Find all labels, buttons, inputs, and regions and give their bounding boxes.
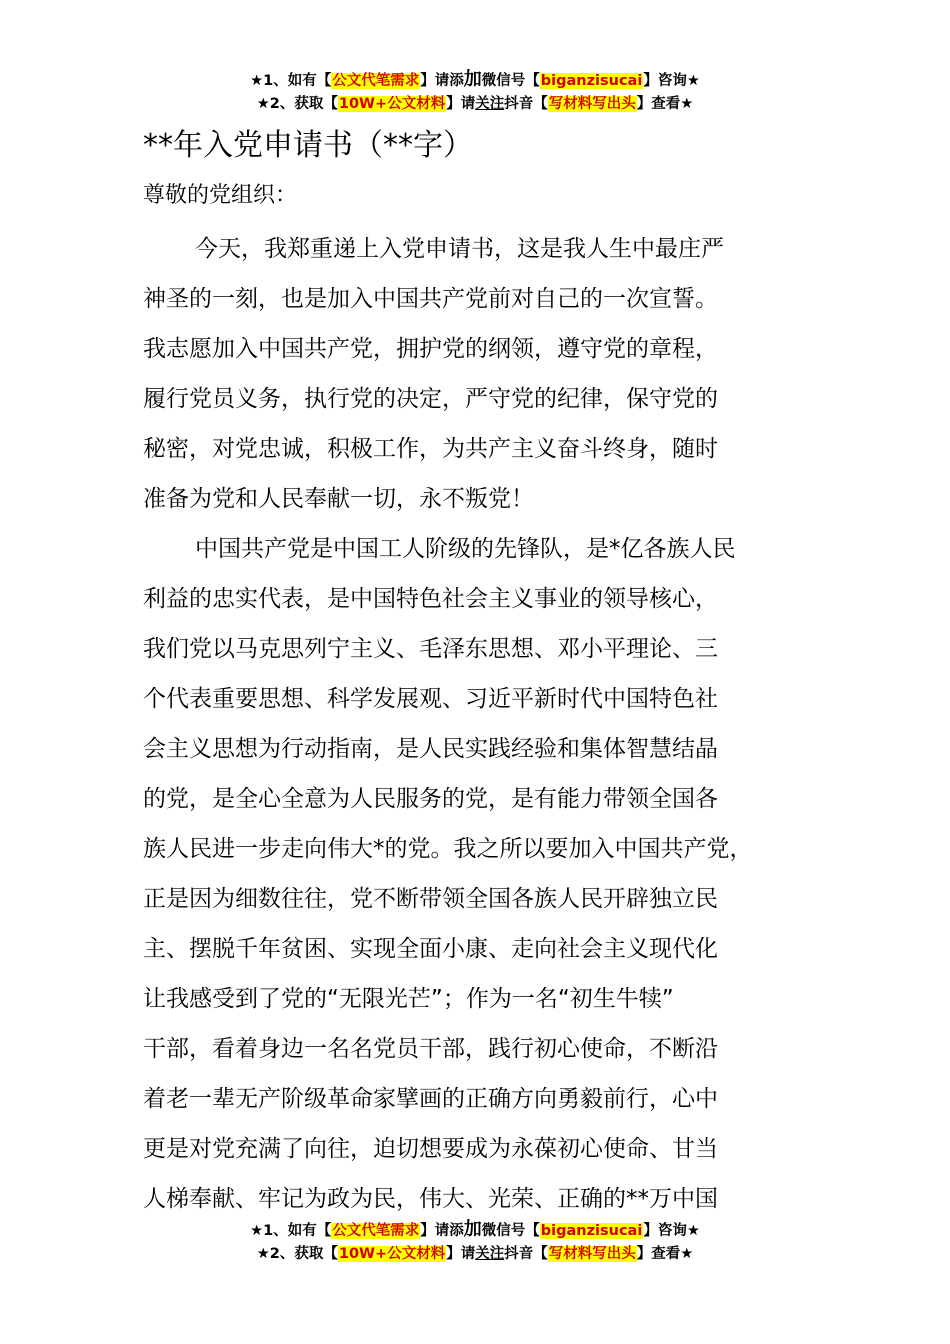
banner-line-2: ★2、获取【10W+公文材料】请关注抖音【写材料写出头】查看★ [256,1246,694,1262]
highlight-text: 10W+公文材料 [338,96,446,112]
body-line: 利益的忠实代表，是中国特色社会主义事业的领导核心， [143,586,718,612]
body-line: 我们党以马克思列宁主义、毛泽东思想、邓小平理论、三 [143,636,718,662]
body-line: 准备为党和人民奉献一切，永不叛党！ [143,486,534,512]
footer-banner [0,1218,950,1266]
body-line: 让我感受到了党的“无限光芒”；作为一名“初生牛犊” [143,986,674,1012]
body-line: 神圣的一刻，也是加入中国共产党前对自己的一次宣誓。 [143,286,718,312]
body-line: 个代表重要思想、科学发展观、习近平新时代中国特色社 [143,686,718,712]
douyin-id: 写材料写出头 [548,96,636,112]
document-title: **年入党申请书（**字） [143,128,473,163]
body-line: 的党，是全心全意为人民服务的党，是有能力带领全国各 [143,786,718,812]
body-line: 我志愿加入中国共产党，拥护党的纲领，遵守党的章程， [143,336,718,362]
body-line: 正是因为细数往往，党不断带领全国各族人民开辟独立民 [143,886,718,912]
body-line: 主、摆脱千年贫困、实现全面小康、走向社会主义现代化 [143,936,718,962]
body-line: 着老一辈无产阶级革命家擘画的正确方向勇毅前行，心中 [143,1086,718,1112]
body-line: 履行党员义务，执行党的决定，严守党的纪律，保守党的 [143,386,718,412]
body-line: 会主义思想为行动指南，是人民实践经验和集体智慧结晶 [143,736,718,762]
banner-line-1: ★1、如有【公文代笔需求】请添加微信号【biganzisucai】咨询★ [250,69,700,90]
body-line: 秘密，对党忠诚，积极工作，为共产主义奋斗终身，随时 [143,436,718,462]
highlight-text: 10W+公文材料 [338,1246,446,1262]
body-line: 今天，我郑重递上入党申请书，这是我人生中最庄严 [195,236,724,262]
highlight-text: 公文代笔需求 [332,73,420,89]
wechat-id: biganzisucai [540,1223,643,1239]
banner-line-2: ★2、获取【10W+公文材料】请关注抖音【写材料写出头】查看★ [256,96,694,112]
body-line: 中国共产党是中国工人阶级的先锋队，是*亿各族人民 [195,536,736,562]
body-line: 干部，看着身边一名名党员干部，践行初心使命，不断沿 [143,1036,718,1062]
highlight-text: 公文代笔需求 [332,1223,420,1239]
douyin-id: 写材料写出头 [548,1246,636,1262]
body-line: 族人民进一步走向伟大*的党。我之所以要加入中国共产党， [143,836,753,862]
wechat-id: biganzisucai [540,73,643,89]
salutation: 尊敬的党组织： [143,183,298,208]
banner-line-1: ★1、如有【公文代笔需求】请添加微信号【biganzisucai】咨询★ [250,1219,700,1240]
document-body [143,224,843,1224]
body-line: 更是对党充满了向往，迫切想要成为永葆初心使命、甘当 [143,1136,718,1162]
body-line: 人梯奉献、牢记为政为民，伟大、光荣、正确的**万中国 [143,1186,718,1212]
header-banner [0,68,950,116]
